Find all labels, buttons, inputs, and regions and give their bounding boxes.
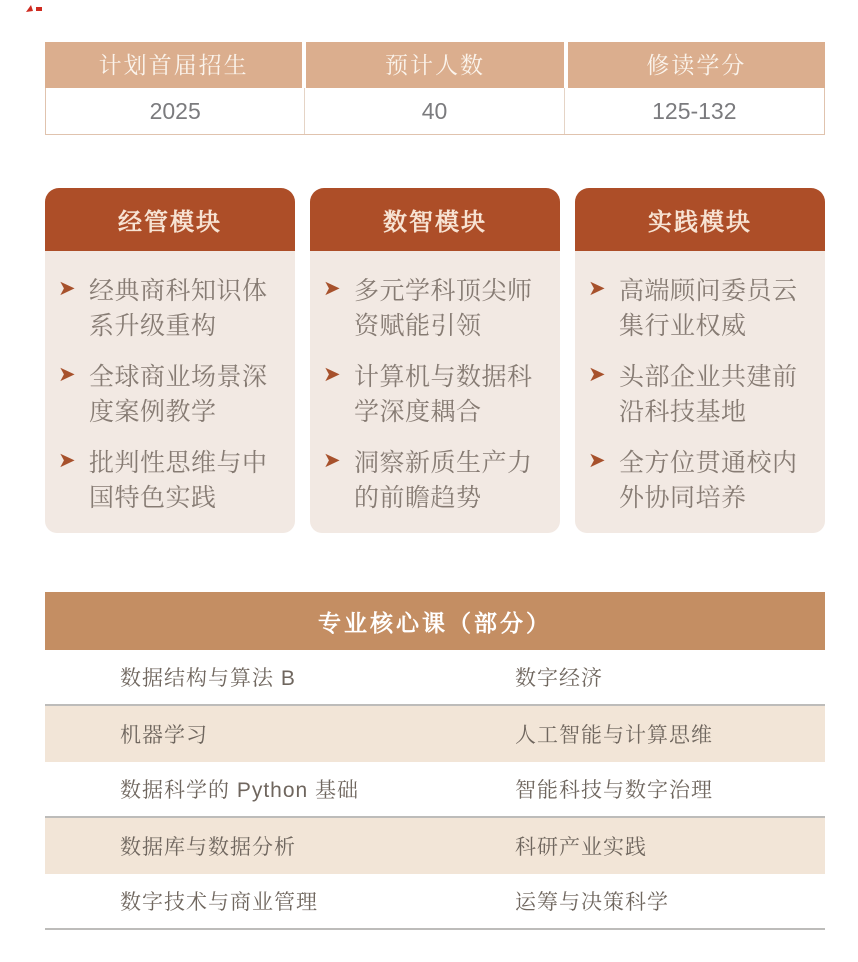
course-cell: 数字技术与商业管理 [120,891,318,914]
course-cell: 数据结构与算法 B [120,667,296,690]
card-body [310,251,560,533]
enrollment-stats-table [45,42,825,135]
arrow-bullet-icon: ➤ [588,277,606,300]
table-row [45,762,825,818]
stats-header-expected-count: 预计人数 [306,42,563,88]
table-row [45,874,825,930]
card-body [575,251,825,533]
list-item [323,274,550,344]
list-item [588,360,815,430]
card-title: 实践模块 [575,188,825,251]
table-row [45,650,825,706]
stats-value-expected-count: 40 [305,88,564,134]
table-row [45,818,825,874]
list-item [58,274,285,344]
stats-header-credits: 修读学分 [568,42,825,88]
list-item-text: 全球商业场景深度案例教学 [89,363,268,426]
stats-header-row [45,42,825,88]
card-practice-module [575,188,825,533]
arrow-bullet-icon: ➤ [323,449,341,472]
card-digital-module [310,188,560,533]
table-row [45,706,825,762]
course-cell: 机器学习 [120,724,208,747]
list-item-text: 高端顾问委员云集行业权威 [619,277,798,340]
arrow-bullet-icon: ➤ [58,363,76,386]
card-body [45,251,295,533]
arrow-bullet-icon: ➤ [58,449,76,472]
course-cell: 运筹与决策科学 [515,891,669,914]
list-item [323,360,550,430]
stats-value-credits: 125-132 [652,98,737,124]
arrow-bullet-icon: ➤ [58,277,76,300]
list-item [58,446,285,516]
corner-red-mark [24,2,44,18]
list-item-text: 批判性思维与中国特色实践 [89,449,268,512]
stats-header-enrollment-year: 计划首届招生 [45,42,302,88]
stats-value-enrollment-year: 2025 [46,88,305,134]
module-cards [45,188,825,533]
list-item-text: 多元学科顶尖师资赋能引领 [354,277,533,340]
list-item-text: 经典商科知识体系升级重构 [89,277,268,340]
arrow-bullet-icon: ➤ [588,449,606,472]
list-item [58,360,285,430]
course-cell: 智能科技与数字治理 [515,779,713,802]
arrow-bullet-icon: ➤ [323,363,341,386]
card-title: 数智模块 [310,188,560,251]
course-cell: 数据库与数据分析 [120,836,296,859]
stats-value-row [45,88,825,135]
list-item [323,446,550,516]
course-cell: 数字经济 [515,667,603,690]
core-courses-table [45,592,825,930]
list-item-text: 计算机与数据科学深度耦合 [354,363,533,426]
list-item [588,274,815,344]
list-item-text: 全方位贯通校内外协同培养 [619,449,798,512]
list-item [588,446,815,516]
course-cell: 科研产业实践 [515,836,647,859]
list-item-text: 头部企业共建前沿科技基地 [619,363,798,426]
arrow-bullet-icon: ➤ [323,277,341,300]
course-cell: 数据科学的 Python 基础 [120,779,360,802]
course-cell: 人工智能与计算思维 [515,724,713,747]
core-courses-title: 专业核心课（部分） [45,592,825,650]
card-title: 经管模块 [45,188,295,251]
card-business-module [45,188,295,533]
list-item-text: 洞察新质生产力的前瞻趋势 [354,449,533,512]
arrow-bullet-icon: ➤ [588,363,606,386]
